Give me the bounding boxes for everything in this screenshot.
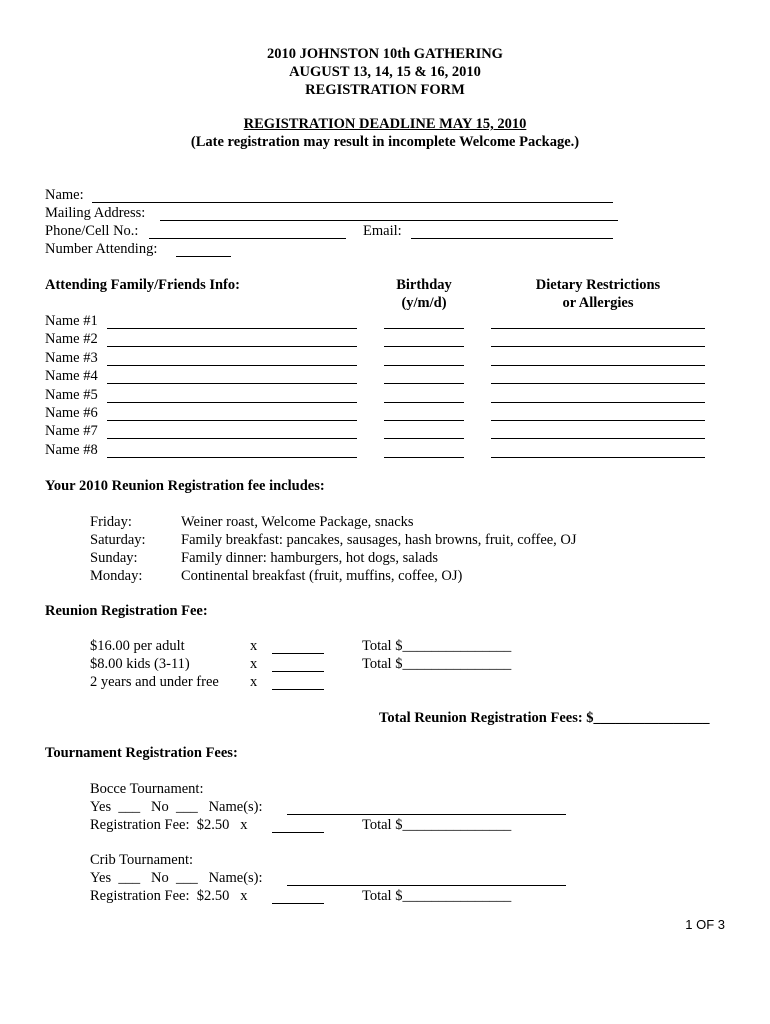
kids-x: x	[250, 656, 258, 672]
number-attending-label: Number Attending:	[45, 241, 158, 257]
crib-qty-field[interactable]	[272, 903, 324, 904]
grand-total[interactable]: Total Reunion Registration Fees: $________________	[379, 710, 710, 726]
email-label: Email:	[363, 223, 402, 239]
dietary-header: Dietary Restrictions	[535, 277, 661, 293]
tournament-heading: Tournament Registration Fees:	[45, 745, 238, 761]
family-birthday-field[interactable]	[384, 457, 464, 458]
phone-field[interactable]	[149, 238, 346, 239]
family-name-field[interactable]	[107, 346, 357, 347]
crib-yes-no[interactable]: Yes ___ No ___ Name(s):	[90, 870, 267, 886]
crib-title: Crib Tournament:	[90, 852, 194, 868]
family-name-field[interactable]	[107, 457, 357, 458]
include-description: Family dinner: hamburgers, hot dogs, salads	[181, 550, 439, 566]
family-dietary-field[interactable]	[491, 365, 705, 366]
family-dietary-field[interactable]	[491, 457, 705, 458]
family-birthday-field[interactable]	[384, 383, 464, 384]
family-dietary-field[interactable]	[491, 420, 705, 421]
include-description: Family breakfast: pancakes, sausages, hash browns, fruit, coffee, OJ	[181, 532, 577, 548]
family-name-field[interactable]	[107, 328, 357, 329]
include-day: Sunday:	[90, 550, 138, 566]
late-note: (Late registration may result in incomplete Welcome Package.)	[190, 134, 580, 150]
family-dietary-field[interactable]	[491, 328, 705, 329]
crib-names-field[interactable]	[287, 885, 566, 886]
title-line-1: 2010 JOHNSTON 10th GATHERING	[267, 46, 503, 62]
bocce-qty-field[interactable]	[272, 832, 324, 833]
family-birthday-field[interactable]	[384, 438, 464, 439]
adult-fee-label: $16.00 per adult	[90, 638, 185, 654]
bocce-total[interactable]: Total $_______________	[362, 817, 512, 833]
family-row-label: Name #8	[45, 441, 98, 458]
name-label: Name:	[45, 187, 84, 203]
family-row-label: Name #5	[45, 386, 98, 403]
bocce-fee-label: Registration Fee: $2.50 x	[90, 817, 248, 833]
phone-label: Phone/Cell No.:	[45, 223, 139, 239]
family-name-field[interactable]	[107, 438, 357, 439]
adult-qty-field[interactable]	[272, 653, 324, 654]
kids-total[interactable]: Total $_______________	[362, 656, 512, 672]
name-field[interactable]	[92, 202, 613, 203]
title-line-2: AUGUST 13, 14, 15 & 16, 2010	[289, 64, 481, 80]
family-birthday-field[interactable]	[384, 328, 464, 329]
family-row-label: Name #1	[45, 313, 98, 329]
adult-x: x	[250, 638, 258, 654]
birthday-format-header: (y/m/d)	[401, 295, 447, 311]
family-name-field[interactable]	[107, 420, 357, 421]
family-dietary-field[interactable]	[491, 383, 705, 384]
kids-fee-label: $8.00 kids (3-11)	[90, 656, 190, 672]
family-birthday-field[interactable]	[384, 365, 464, 366]
birthday-header: Birthday	[396, 277, 452, 293]
bocce-names-field[interactable]	[287, 814, 566, 815]
crib-fee-label: Registration Fee: $2.50 x	[90, 888, 248, 904]
infant-x: x	[250, 674, 258, 690]
include-day: Monday:	[90, 568, 143, 584]
include-day: Saturday:	[90, 532, 146, 548]
infant-fee-label: 2 years and under free	[90, 674, 219, 690]
family-heading: Attending Family/Friends Info:	[45, 277, 240, 293]
number-attending-field[interactable]	[176, 256, 231, 257]
include-description: Continental breakfast (fruit, muffins, coffee, OJ)	[181, 568, 463, 584]
family-row-label: Name #6	[45, 405, 98, 421]
family-birthday-field[interactable]	[384, 420, 464, 421]
adult-total[interactable]: Total $_______________	[362, 638, 512, 654]
family-birthday-field[interactable]	[384, 346, 464, 347]
family-row-label: Name #7	[45, 423, 98, 440]
mailing-address-label: Mailing Address:	[45, 205, 146, 221]
includes-heading: Your 2010 Reunion Registration fee includes:	[45, 478, 325, 494]
bocce-yes-no[interactable]: Yes ___ No ___ Name(s):	[90, 799, 267, 815]
include-description: Weiner roast, Welcome Package, snacks	[181, 514, 414, 530]
family-dietary-field[interactable]	[491, 402, 705, 403]
title-line-3: REGISTRATION FORM	[305, 82, 465, 98]
family-name-field[interactable]	[107, 402, 357, 403]
family-dietary-field[interactable]	[491, 438, 705, 439]
include-day: Friday:	[90, 514, 132, 530]
family-row-label: Name #2	[45, 331, 98, 348]
reunion-fee-heading: Reunion Registration Fee:	[45, 603, 208, 619]
page-number: 1 OF 3	[685, 917, 725, 932]
family-row-label: Name #4	[45, 368, 98, 385]
infant-qty-field[interactable]	[272, 689, 324, 690]
mailing-address-field[interactable]	[160, 220, 618, 221]
deadline: REGISTRATION DEADLINE MAY 15, 2010	[243, 116, 527, 132]
family-name-field[interactable]	[107, 365, 357, 366]
dietary-subheader: or Allergies	[562, 295, 634, 311]
family-dietary-field[interactable]	[491, 346, 705, 347]
crib-total[interactable]: Total $_______________	[362, 888, 512, 904]
family-row-label: Name #3	[45, 349, 98, 366]
kids-qty-field[interactable]	[272, 671, 324, 672]
family-name-field[interactable]	[107, 383, 357, 384]
email-field[interactable]	[411, 238, 613, 239]
bocce-title: Bocce Tournament:	[90, 781, 204, 797]
family-birthday-field[interactable]	[384, 402, 464, 403]
